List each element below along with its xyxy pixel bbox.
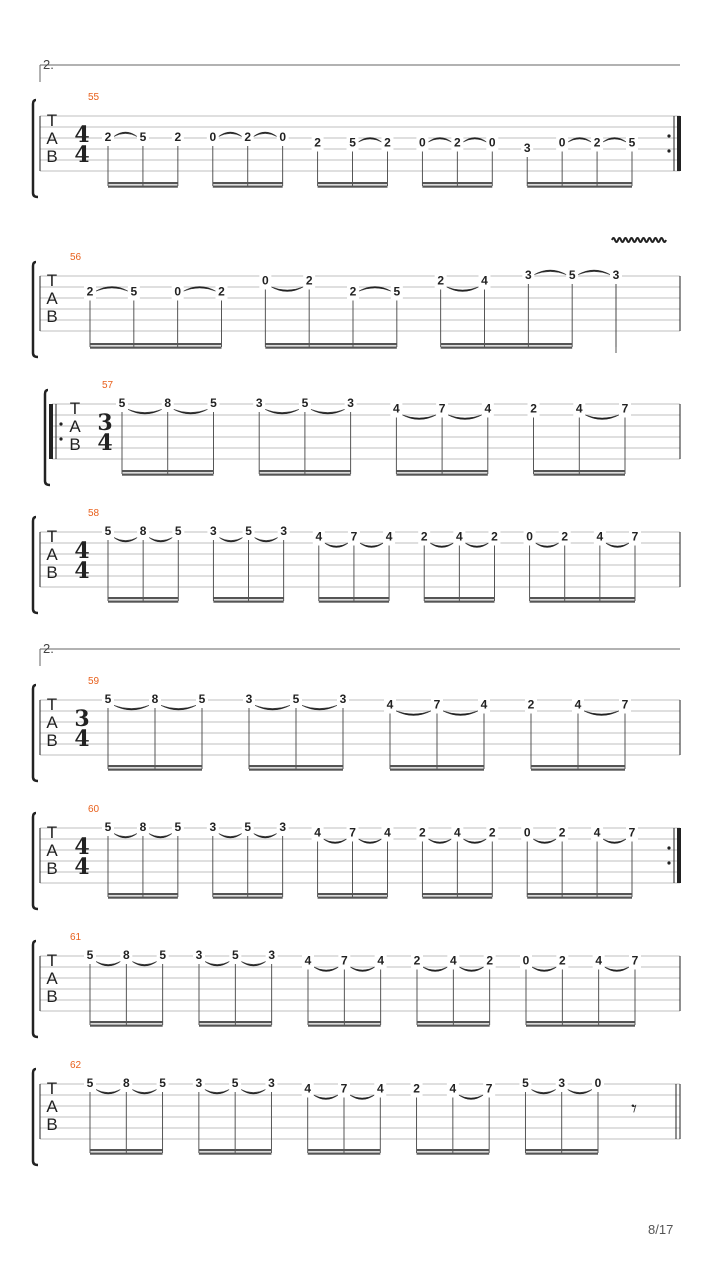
fret-number: 0 <box>279 130 287 144</box>
time-signature-bottom: 4 <box>74 142 90 168</box>
repeat-dot <box>667 846 670 849</box>
fret-number: 0 <box>261 273 269 288</box>
beam-primary <box>527 182 632 184</box>
fret-number: 3 <box>523 141 531 155</box>
fret-number: 2 <box>413 1081 420 1096</box>
beam-primary <box>417 1021 490 1023</box>
tab-clef-letter: A <box>46 545 58 564</box>
fret-number: 7 <box>340 1081 348 1096</box>
time-signature-bottom: 4 <box>74 726 90 752</box>
time-signature-bottom: 4 <box>97 430 113 456</box>
fret-number: 2 <box>218 284 225 299</box>
fret-number: 3 <box>280 524 288 538</box>
fret-number: 4 <box>385 529 393 544</box>
beam-secondary <box>122 474 213 476</box>
fret-number: 4 <box>480 697 488 712</box>
fret-number: 0 <box>209 130 217 144</box>
tie-arc <box>533 270 567 275</box>
fret-number: 2 <box>488 825 496 840</box>
fret-number: 5 <box>210 396 217 410</box>
beam-primary <box>525 1149 598 1151</box>
fret-number: 3 <box>210 524 217 538</box>
system-bracket <box>33 685 38 781</box>
fret-number: 7 <box>628 825 636 840</box>
tie-arc <box>567 1089 593 1094</box>
tab-clef-letter: B <box>46 147 58 166</box>
fret-number: 7 <box>350 529 358 544</box>
fret-number: 0 <box>522 953 530 968</box>
tie-arc <box>95 961 121 966</box>
tab-clef-letter: B <box>46 563 58 582</box>
beam-primary <box>259 470 350 472</box>
fret-number: 2 <box>174 130 182 144</box>
fret-number: 5 <box>104 692 112 706</box>
beam-secondary <box>108 601 178 603</box>
time-signature-bottom: 4 <box>74 854 90 880</box>
beam-primary <box>396 470 487 472</box>
beam-primary <box>422 182 492 184</box>
beam-primary <box>108 182 178 184</box>
beam-primary <box>530 597 635 599</box>
time-signature-top: 4 <box>74 538 90 564</box>
beam-primary <box>213 597 283 599</box>
beam-primary <box>213 182 283 184</box>
fret-number: 2 <box>558 825 566 840</box>
fret-number: 7 <box>621 697 629 712</box>
fret-number: 4 <box>384 825 391 840</box>
fret-number: 3 <box>279 820 287 834</box>
volta-label: 2. <box>43 641 54 656</box>
tie-arc <box>218 833 243 838</box>
fret-number: 2 <box>413 953 421 968</box>
tab-clef-letter: B <box>46 859 58 878</box>
tab-clef-letter: T <box>46 271 58 290</box>
fret-number: 2 <box>314 135 321 150</box>
fret-number: 5 <box>159 948 167 962</box>
measure-number: 56 <box>70 252 82 263</box>
fret-number: 4 <box>304 953 312 968</box>
fret-number: 0 <box>488 135 496 150</box>
beam-secondary <box>249 769 343 771</box>
fret-number: 7 <box>340 953 348 968</box>
tie-arc <box>218 537 243 542</box>
fret-number: 2 <box>384 135 391 150</box>
tab-clef-letter: B <box>46 307 58 326</box>
fret-number: 3 <box>195 948 203 962</box>
beam-primary <box>531 765 625 767</box>
fret-number: 5 <box>174 820 182 834</box>
fret-number: 0 <box>419 135 426 150</box>
fret-number: 3 <box>558 1076 566 1090</box>
tie-arc <box>173 409 209 414</box>
beam-primary <box>108 893 178 895</box>
fret-number: 4 <box>386 697 394 712</box>
fret-number: 5 <box>174 524 182 538</box>
fret-number: 5 <box>198 692 206 706</box>
beam-primary <box>526 1021 635 1023</box>
fret-number: 7 <box>433 697 441 712</box>
beam-secondary <box>531 769 625 771</box>
tie-arc <box>131 1089 157 1094</box>
fret-number: 8 <box>122 948 130 962</box>
fret-number: 4 <box>393 401 400 416</box>
fret-number: 7 <box>621 401 629 416</box>
beam-secondary <box>90 347 222 349</box>
beam-secondary <box>308 1153 381 1155</box>
fret-number: 5 <box>522 1076 529 1090</box>
beam-secondary <box>259 474 350 476</box>
repeat-dot <box>667 861 670 864</box>
beam-secondary <box>319 601 389 603</box>
beam-primary <box>422 893 492 895</box>
fret-number: 5 <box>139 130 147 144</box>
fret-number: 3 <box>268 1076 275 1090</box>
fret-number: 5 <box>244 820 252 834</box>
beam-primary <box>265 343 397 345</box>
measure-number: 59 <box>88 676 100 687</box>
page-number: 8/17 <box>648 1222 674 1237</box>
fret-number: 0 <box>174 284 182 299</box>
beam-secondary <box>213 186 283 188</box>
tie-arc <box>253 833 278 838</box>
fret-number: 5 <box>301 396 309 410</box>
fret-number: 4 <box>574 697 582 712</box>
fret-number: 3 <box>268 948 276 962</box>
fret-number: 4 <box>595 953 603 968</box>
fret-number: 4 <box>575 401 583 416</box>
tie-arc <box>95 1089 121 1094</box>
beam-secondary <box>527 186 632 188</box>
beam-secondary <box>422 186 492 188</box>
beam-secondary <box>530 601 635 603</box>
system-bracket <box>33 517 38 613</box>
tie-arc <box>254 705 291 710</box>
fret-number: 5 <box>86 948 94 962</box>
tie-arc <box>131 961 157 966</box>
beam-secondary <box>199 1153 272 1155</box>
tab-clef-letter: B <box>69 435 81 454</box>
system-bracket <box>33 262 38 357</box>
repeat-dot <box>59 422 62 425</box>
tab-clef-letter: T <box>69 399 81 418</box>
vibrato-mark <box>612 238 666 242</box>
fret-number: 4 <box>377 953 385 968</box>
tie-arc <box>301 705 338 710</box>
tab-clef-letter: A <box>69 417 81 436</box>
fret-number: 5 <box>104 820 112 834</box>
fret-number: 8 <box>122 1076 130 1090</box>
beam-primary <box>308 1149 381 1151</box>
fret-number: 3 <box>255 396 263 410</box>
tie-arc <box>264 409 300 414</box>
repeat-dot <box>667 149 670 152</box>
fret-number: 2 <box>419 825 426 840</box>
fret-number: 5 <box>86 1076 94 1090</box>
tab-clef-letter: T <box>46 111 58 130</box>
beam-secondary <box>526 1025 635 1027</box>
fret-number: 2 <box>527 697 535 712</box>
tab-clef-letter: T <box>46 1079 58 1098</box>
beam-secondary <box>527 897 632 899</box>
beam-secondary <box>318 897 388 899</box>
measure-number: 57 <box>102 380 114 391</box>
fret-number: 4 <box>449 1081 457 1096</box>
fret-number: 4 <box>314 825 321 840</box>
time-signature-top: 3 <box>97 410 113 436</box>
fret-number: 2 <box>593 135 601 150</box>
tab-clef-letter: A <box>46 289 58 308</box>
beam-secondary <box>525 1153 598 1155</box>
beam-primary <box>90 1021 163 1023</box>
fret-number: 5 <box>245 524 252 538</box>
tie-arc <box>253 132 278 137</box>
time-signature-top: 3 <box>74 706 90 732</box>
tie-arc <box>204 1089 230 1094</box>
tie-arc <box>113 705 150 710</box>
fret-number: 4 <box>376 1081 384 1096</box>
fret-number: 5 <box>568 268 576 282</box>
beam-primary <box>318 893 388 895</box>
fret-number: 5 <box>628 135 636 150</box>
fret-number: 0 <box>594 1076 602 1090</box>
tab-clef-letter: B <box>46 731 58 750</box>
tie-arc <box>160 705 197 710</box>
beam-secondary <box>308 1025 381 1027</box>
fret-number: 3 <box>524 268 532 282</box>
fret-number: 4 <box>315 529 323 544</box>
beam-secondary <box>318 186 388 188</box>
fret-number: 7 <box>438 401 446 416</box>
beam-primary <box>318 182 388 184</box>
measure-number: 58 <box>88 508 100 519</box>
beam-primary <box>90 343 222 345</box>
fret-number: 3 <box>195 1076 203 1090</box>
beam-primary <box>199 1149 272 1151</box>
fret-number: 5 <box>118 396 126 410</box>
fret-number: 7 <box>631 953 639 968</box>
system-bracket <box>33 100 38 197</box>
fret-number: 2 <box>561 529 569 544</box>
tab-clef-letter: T <box>46 527 58 546</box>
tab-clef-letter: A <box>46 969 58 988</box>
fret-number: 4 <box>596 529 604 544</box>
repeat-start-thick <box>49 404 53 459</box>
beam-primary <box>108 765 202 767</box>
system-bracket <box>33 813 38 909</box>
tie-arc <box>530 1089 556 1094</box>
fret-number: 4 <box>484 401 492 416</box>
tie-arc <box>254 537 279 542</box>
fret-number: 0 <box>526 529 533 544</box>
beam-primary <box>122 470 213 472</box>
tab-clef-letter: A <box>46 1097 58 1116</box>
repeat-end-thick <box>677 116 681 171</box>
fret-number: 7 <box>485 1081 493 1096</box>
tab-clef-letter: T <box>46 695 58 714</box>
fret-number: 0 <box>558 135 566 150</box>
fret-number: 5 <box>104 524 112 538</box>
measure-number: 62 <box>70 1060 82 1071</box>
fret-number: 7 <box>631 529 639 544</box>
beam-secondary <box>108 186 178 188</box>
fret-number: 2 <box>244 130 252 144</box>
fret-number: 4 <box>593 825 601 840</box>
beam-primary <box>417 1149 490 1151</box>
beam-secondary <box>265 347 397 349</box>
tab-clef-letter: A <box>46 129 58 148</box>
fret-number: 4 <box>449 953 457 968</box>
beam-secondary <box>90 1153 163 1155</box>
beam-primary <box>308 1021 381 1023</box>
fret-number: 5 <box>231 948 239 962</box>
beam-primary <box>534 470 625 472</box>
tab-clef-letter: T <box>46 823 58 842</box>
beam-secondary <box>108 897 178 899</box>
fret-number: 7 <box>349 825 356 840</box>
tab-clef-letter: T <box>46 951 58 970</box>
beam-secondary <box>199 1025 272 1027</box>
beam-primary <box>199 1021 272 1023</box>
beam-secondary <box>424 601 494 603</box>
fret-number: 3 <box>347 396 354 410</box>
fret-number: 8 <box>151 692 159 706</box>
beam-primary <box>319 597 389 599</box>
fret-number: 0 <box>523 825 531 840</box>
measure-number: 55 <box>88 92 100 103</box>
repeat-dot <box>667 134 670 137</box>
beam-primary <box>390 765 484 767</box>
system-bracket <box>33 1069 38 1165</box>
fret-number: 2 <box>530 401 537 416</box>
time-signature-top: 4 <box>74 122 90 148</box>
fret-number: 2 <box>453 135 461 150</box>
fret-number: 2 <box>558 953 566 968</box>
measure-number: 60 <box>88 804 100 815</box>
fret-number: 8 <box>139 820 147 834</box>
repeat-dot <box>59 437 62 440</box>
fret-number: 4 <box>304 1081 312 1096</box>
volta-label: 2. <box>43 57 54 72</box>
fret-number: 5 <box>393 284 401 299</box>
fret-number: 5 <box>292 692 300 706</box>
beam-secondary <box>213 897 283 899</box>
tie-arc <box>127 409 163 414</box>
tab-clef-letter: A <box>46 841 58 860</box>
fret-number: 3 <box>339 692 347 706</box>
fret-number: 3 <box>209 820 217 834</box>
tie-arc <box>240 1089 266 1094</box>
beam-primary <box>424 597 494 599</box>
time-signature-bottom: 4 <box>74 558 90 584</box>
beam-secondary <box>108 769 202 771</box>
fret-number: 2 <box>349 284 357 299</box>
fret-number: 4 <box>453 825 461 840</box>
beam-secondary <box>417 1153 490 1155</box>
beam-primary <box>108 597 178 599</box>
beam-primary <box>441 343 572 345</box>
tie-arc <box>113 537 138 542</box>
beam-secondary <box>534 474 625 476</box>
fret-number: 2 <box>437 273 445 288</box>
beam-secondary <box>396 474 487 476</box>
tie-arc <box>240 961 266 966</box>
tie-arc <box>113 132 138 137</box>
repeat-end-thick <box>677 828 681 883</box>
beam-primary <box>527 893 632 895</box>
fret-number: 2 <box>86 284 94 299</box>
beam-secondary <box>390 769 484 771</box>
fret-number: 2 <box>420 529 428 544</box>
fret-number: 2 <box>104 130 112 144</box>
fret-number: 2 <box>491 529 498 544</box>
beam-secondary <box>441 347 572 349</box>
fret-number: 5 <box>231 1076 239 1090</box>
eighth-rest: 𝄾 <box>631 1097 637 1122</box>
beam-secondary <box>422 897 492 899</box>
tie-arc <box>148 833 173 838</box>
fret-number: 8 <box>139 524 147 538</box>
tab-clef-letter: A <box>46 713 58 732</box>
beam-primary <box>213 893 283 895</box>
tab-clef-letter: B <box>46 987 58 1006</box>
tab-clef-letter: B <box>46 1115 58 1134</box>
fret-number: 3 <box>245 692 253 706</box>
time-signature-top: 4 <box>74 834 90 860</box>
fret-number: 8 <box>164 396 172 410</box>
fret-number: 4 <box>481 273 488 288</box>
fret-number: 5 <box>130 284 138 299</box>
tie-arc <box>148 537 173 542</box>
fret-number: 4 <box>455 529 463 544</box>
fret-number: 2 <box>305 273 313 288</box>
beam-secondary <box>90 1025 163 1027</box>
tie-arc <box>218 132 243 137</box>
fret-number: 5 <box>159 1076 166 1090</box>
measure-number: 61 <box>70 932 82 943</box>
beam-secondary <box>213 601 283 603</box>
system-bracket <box>33 941 38 1037</box>
tie-arc <box>577 270 611 275</box>
fret-number: 5 <box>349 135 356 150</box>
tie-arc <box>204 961 230 966</box>
beam-primary <box>90 1149 163 1151</box>
fret-number: 2 <box>486 953 494 968</box>
beam-secondary <box>417 1025 490 1027</box>
tie-arc <box>113 833 138 838</box>
fret-number: 3 <box>612 268 620 282</box>
beam-primary <box>249 765 343 767</box>
tie-arc <box>310 409 346 414</box>
